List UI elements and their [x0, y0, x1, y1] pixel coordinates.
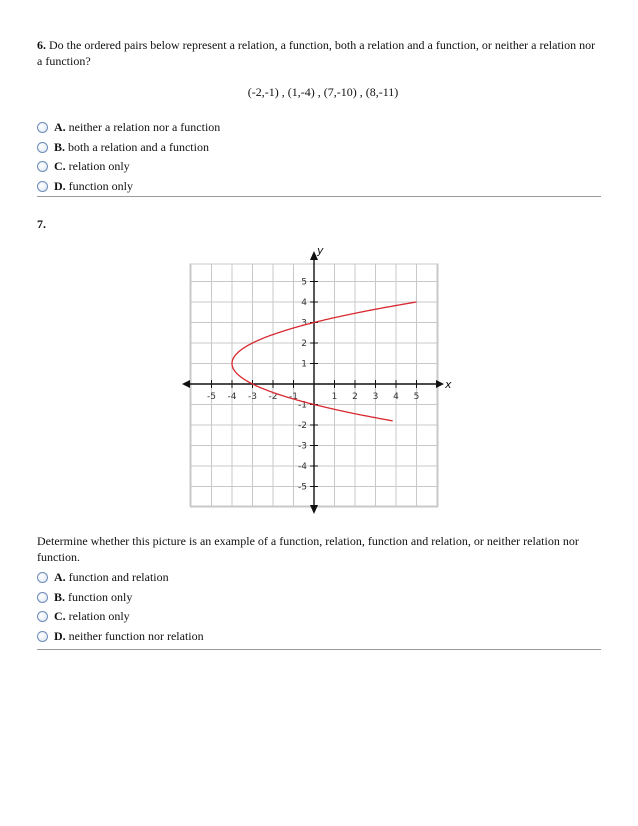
- q6-option-a[interactable]: [37, 118, 603, 138]
- x-tick-label: -2: [268, 392, 278, 402]
- y-tick-label: 3: [301, 318, 307, 329]
- q7-option-c[interactable]: [37, 607, 603, 627]
- parabola-curve: [232, 302, 417, 421]
- x-axis-right-arrow-icon: [436, 380, 444, 388]
- option-text: relation only: [68, 609, 130, 624]
- option-letter: B.: [54, 139, 66, 154]
- x-tick-label: -4: [227, 392, 237, 402]
- radio-button-icon[interactable]: [37, 181, 48, 192]
- radio-button-icon[interactable]: [37, 161, 48, 172]
- option-text: relation only: [68, 159, 130, 174]
- graph-svg: [178, 244, 450, 516]
- x-tick-label: 4: [393, 392, 399, 402]
- x-tick-label: 3: [372, 392, 379, 402]
- y-tick-label: -3: [298, 441, 307, 452]
- option-letter: D.: [54, 178, 66, 193]
- ordered-pairs: (-2,-1) , (1,-4) , (7,-10) , (8,-11): [247, 85, 399, 99]
- option-text: both a relation and a function: [68, 139, 209, 154]
- x-axis-label: x: [445, 378, 452, 391]
- y-tick-label: 4: [301, 298, 307, 308]
- option-letter: A.: [54, 120, 66, 135]
- q7-option-d[interactable]: [37, 627, 603, 647]
- x-tick-label: -5: [207, 392, 216, 402]
- option-text: neither function nor relation: [68, 628, 204, 643]
- option-letter: C.: [54, 609, 66, 624]
- option-letter: A.: [54, 570, 66, 585]
- x-tick-label: 5: [413, 392, 420, 402]
- option-text: function and relation: [68, 570, 169, 585]
- y-tick-label: 1: [301, 359, 307, 370]
- question-7-number: 7.: [37, 217, 46, 231]
- y-axis-label: y: [317, 244, 324, 257]
- question-6-options: [37, 118, 603, 196]
- option-text: function only: [68, 589, 133, 604]
- x-tick-label: 2: [352, 392, 358, 402]
- q7-option-b[interactable]: [37, 588, 603, 608]
- q7-option-a[interactable]: [37, 568, 603, 588]
- question-7: [37, 533, 603, 646]
- x-axis-left-arrow-icon: [182, 380, 190, 388]
- y-tick-label: -1: [298, 400, 307, 411]
- y-tick-label: 2: [301, 339, 307, 349]
- divider: [37, 196, 601, 197]
- coordinate-graph: [178, 244, 450, 516]
- radio-button-icon[interactable]: [37, 572, 48, 583]
- divider: [37, 649, 601, 650]
- x-tick-label: -1: [289, 392, 298, 402]
- option-letter: B.: [54, 589, 66, 604]
- q6-option-d[interactable]: [37, 177, 603, 197]
- y-axis-down-arrow-icon: [310, 505, 318, 514]
- y-tick-label: -2: [298, 421, 307, 431]
- question-6-number: 6.: [37, 38, 46, 52]
- radio-button-icon[interactable]: [37, 592, 48, 603]
- q6-option-c[interactable]: [37, 157, 603, 177]
- y-tick-label: -4: [298, 462, 307, 472]
- radio-button-icon[interactable]: [37, 142, 48, 153]
- x-tick-label: 1: [331, 392, 338, 402]
- question-6: [37, 37, 603, 196]
- x-tick-label: -3: [248, 392, 257, 402]
- q6-option-b[interactable]: [37, 138, 603, 158]
- question-7-options: [37, 568, 603, 646]
- radio-button-icon[interactable]: [37, 122, 48, 133]
- y-tick-label: 5: [301, 277, 307, 288]
- question-6-prompt: Do the ordered pairs below represent a relation, a function, both a relation and a function, or neither a relation nor a function?: [37, 38, 596, 68]
- option-text: function only: [68, 178, 133, 193]
- question-6-text: [37, 37, 603, 69]
- question-7-prompt: Determine whether this picture is an example of a function, relation, function and relation, or neither relation nor function.: [37, 534, 579, 564]
- radio-button-icon[interactable]: [37, 631, 48, 642]
- option-text: neither a relation nor a function: [68, 120, 221, 135]
- y-tick-label: -5: [298, 482, 307, 493]
- radio-button-icon[interactable]: [37, 611, 48, 622]
- option-letter: C.: [54, 159, 66, 174]
- option-letter: D.: [54, 628, 66, 643]
